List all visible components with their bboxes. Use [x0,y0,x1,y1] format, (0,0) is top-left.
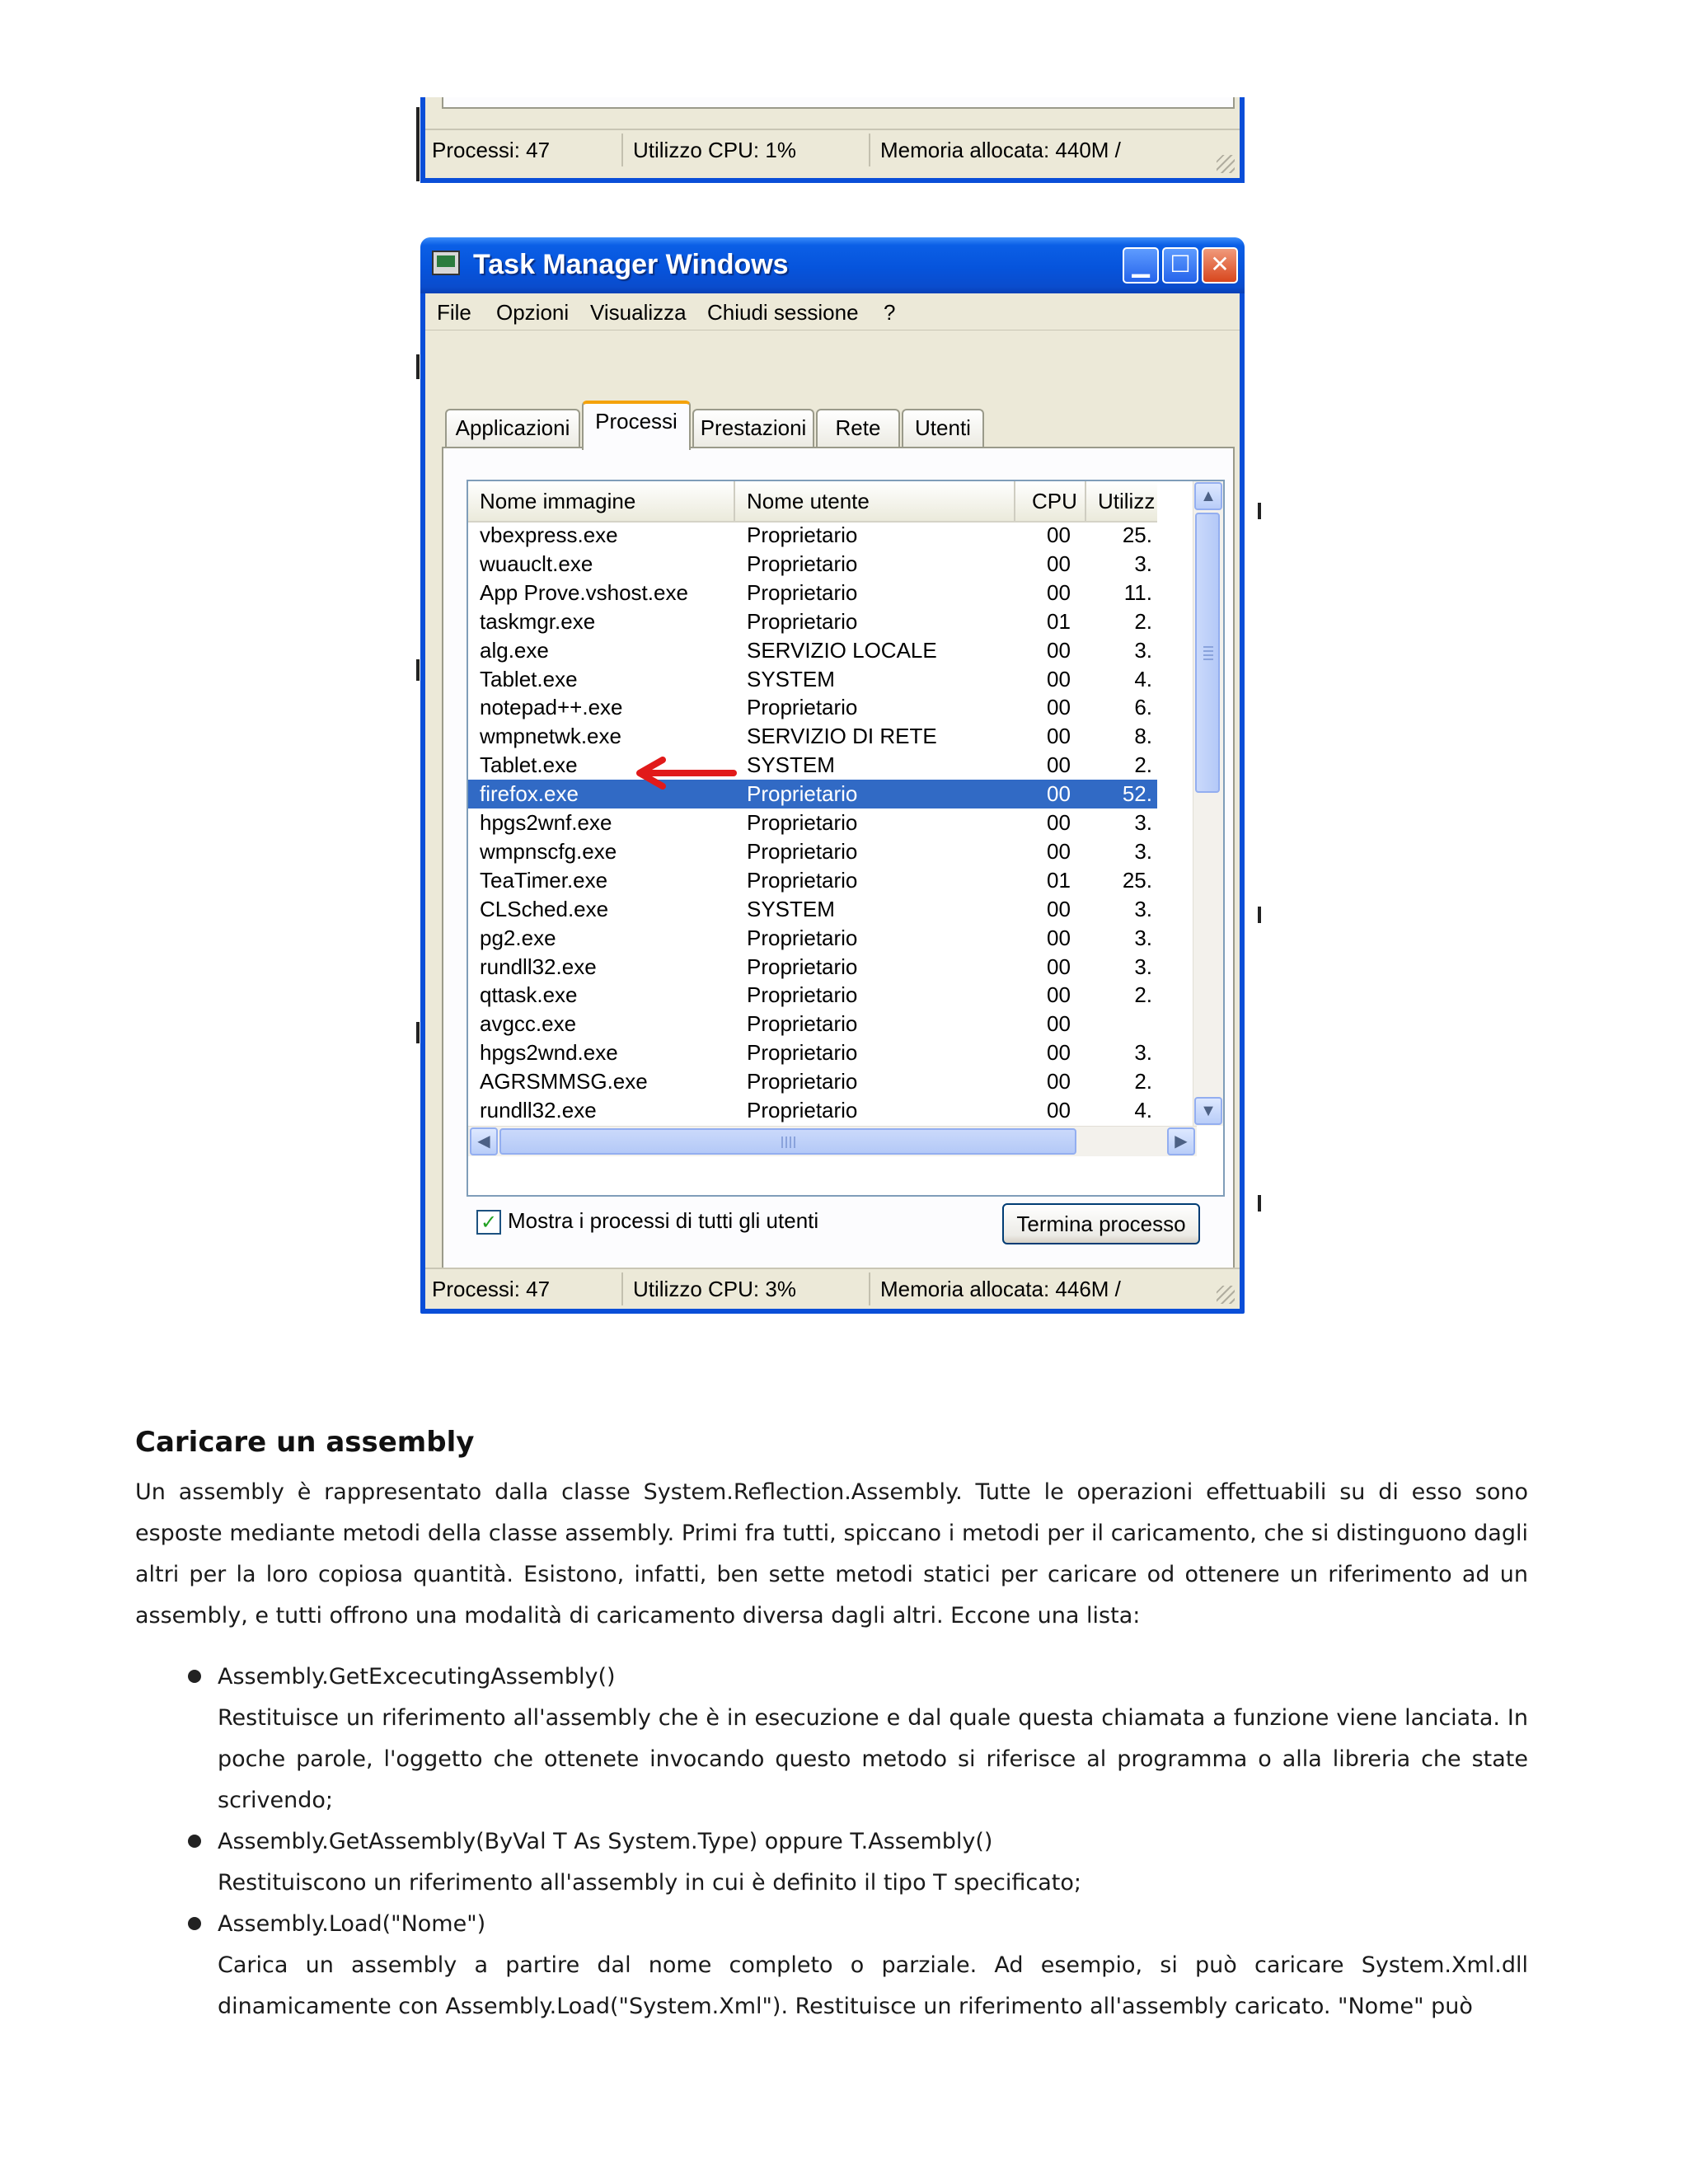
cell-image-name: Tablet.exe [480,752,578,778]
list-item-description: Restituisce un riferimento all'assembly che è in esecuzione e dal quale questa chiamata a funzione viene lanciata. In poche parole, l'oggetto che ottenete invocando questo metodo si riferisce al programma o alla libreria che state scrivendo; [218,1705,1528,1813]
cell-cpu: 00 [1047,1069,1071,1094]
cell-memory: 25. [1122,523,1152,547]
bullet-icon [188,1917,201,1930]
status-memory: Memoria allocata: 446M / [880,1277,1121,1301]
cell-user-name: SERVIZIO DI RETE [747,724,937,749]
table-row[interactable] [468,1010,1157,1038]
task-manager-window [420,237,1245,1314]
vertical-scroll-thumb[interactable] [1195,513,1220,793]
menu-help[interactable]: ? [884,300,896,325]
cell-memory: 3. [1134,551,1152,576]
cell-image-name: alg.exe [480,637,549,663]
cell-cpu: 00 [1047,523,1071,547]
cell-image-name: TeaTimer.exe [480,867,608,893]
cell-user-name: Proprietario [747,838,858,864]
cell-user-name: Proprietario [747,1069,858,1094]
cell-image-name: firefox.exe [480,781,579,807]
cell-image-name: App Prove.vshost.exe [480,579,688,605]
tab-performance[interactable]: Prestazioni [692,409,814,447]
table-row[interactable] [468,866,1157,895]
cell-memory: 3. [1134,637,1152,663]
task-manager-app-icon [432,251,460,275]
table-row[interactable] [468,579,1157,607]
cell-cpu: 00 [1047,1011,1071,1037]
cell-user-name: SERVIZIO LOCALE [747,637,937,663]
previous-status-bar [425,129,1240,178]
cell-memory: 2. [1134,982,1152,1008]
menu-view[interactable]: Visualizza [590,300,687,325]
cell-memory: 3. [1134,838,1152,864]
table-row[interactable] [468,808,1157,837]
cell-user-name: Proprietario [747,1011,858,1037]
cell-image-name: wuauclt.exe [480,551,593,576]
cell-image-name: hpgs2wnf.exe [480,810,612,835]
cell-memory: 4. [1134,666,1152,691]
table-row[interactable] [468,693,1157,722]
cell-image-name: pg2.exe [480,925,556,950]
previous-tabpanel-edge [442,97,1235,109]
cell-cpu: 00 [1047,637,1071,663]
cell-image-name: hpgs2wnd.exe [480,1040,618,1066]
scroll-right-icon[interactable]: ▶ [1167,1127,1195,1155]
bullet-icon [188,1670,201,1683]
cell-memory: 11. [1123,579,1152,605]
resize-grip-icon[interactable] [1217,1286,1235,1304]
list-item-description: Carica un assembly a partire dal nome completo o parziale. Ad esempio, si può caricare System.Xml.dll dinamicamente con Assembly.Load("System.Xml"). Restituisce un riferimento all'assembly caricato. "Nome" può [218,1952,1528,2019]
cell-cpu: 00 [1047,551,1071,576]
cell-cpu: 00 [1047,896,1071,921]
cell-memory: 25. [1122,867,1152,893]
show-all-users-checkbox[interactable]: ✓ [476,1210,501,1235]
cell-cpu: 00 [1047,695,1071,720]
cell-user-name: Proprietario [747,1098,858,1122]
cell-image-name: rundll32.exe [480,954,597,979]
cell-user-name: Proprietario [747,781,858,807]
tab-users[interactable]: Utenti [902,409,984,447]
column-cpu[interactable]: CPU [1015,481,1086,521]
cell-cpu: 01 [1047,608,1071,634]
cell-memory: 2. [1134,608,1152,634]
table-row[interactable] [468,981,1157,1010]
cell-memory: 3. [1134,954,1152,979]
cell-user-name: Proprietario [747,954,858,979]
menu-bar [425,293,1240,330]
scroll-down-icon[interactable]: ▼ [1194,1097,1222,1125]
cell-image-name: wmpnetwk.exe [480,724,621,749]
menu-logoff[interactable]: Chiudi sessione [707,300,859,325]
menu-file[interactable]: File [437,300,471,325]
cell-user-name: Proprietario [747,551,858,576]
cell-image-name: rundll32.exe [480,1098,597,1122]
table-row[interactable] [468,636,1157,665]
cell-user-name: Proprietario [747,1040,858,1066]
cell-cpu: 00 [1047,752,1071,778]
cell-cpu: 00 [1047,925,1071,950]
cell-user-name: Proprietario [747,608,858,634]
column-user-name[interactable]: Nome utente [735,481,1015,521]
cell-cpu: 00 [1047,579,1071,605]
table-row[interactable] [468,780,1157,808]
cell-user-name: SYSTEM [747,896,835,921]
process-rows [468,521,1157,1126]
horizontal-scroll-thumb[interactable] [499,1128,1076,1155]
minimize-button[interactable]: ▁ [1123,247,1159,284]
table-row[interactable] [468,924,1157,953]
cell-image-name: taskmgr.exe [480,608,596,634]
maximize-button[interactable]: ☐ [1162,247,1198,284]
window-title: Task Manager Windows [473,249,789,280]
section-heading: Caricare un assembly [135,1426,475,1459]
cell-user-name: Proprietario [747,867,858,893]
table-row[interactable] [468,722,1157,751]
title-bar[interactable] [420,237,1245,293]
process-list[interactable] [467,480,1225,1197]
cell-memory [1111,1010,1152,1038]
task-manager-window-previous [420,97,1245,183]
cell-cpu: 01 [1047,867,1071,893]
cell-memory: 3. [1134,925,1152,950]
window-body [425,293,1240,1309]
list-item-title: Assembly.Load("Nome") [218,1911,486,1937]
cell-memory: 3. [1134,810,1152,835]
cell-memory: 2. [1134,1069,1152,1094]
cell-cpu: 00 [1047,666,1071,691]
column-image-name[interactable]: Nome immagine [468,481,735,521]
horizontal-scrollbar[interactable] [468,1126,1197,1156]
cell-user-name: Proprietario [747,523,858,547]
table-row[interactable] [468,665,1157,694]
tab-applications[interactable]: Applicazioni [445,409,580,447]
cell-image-name: qttask.exe [480,982,578,1008]
table-row[interactable] [468,1096,1157,1125]
cell-memory: 6. [1134,695,1152,720]
menu-options[interactable]: Opzioni [496,300,570,325]
list-header [468,481,1157,523]
table-row[interactable] [468,953,1157,982]
status-cpu: Utilizzo CPU: 1% [626,134,870,166]
table-row[interactable] [468,521,1157,550]
table-row[interactable] [468,895,1157,924]
cell-memory: 2. [1134,752,1152,778]
cell-image-name: AGRSMMSG.exe [480,1069,648,1094]
cell-image-name: Tablet.exe [480,666,578,691]
cell-memory: 3. [1134,1040,1152,1066]
cell-cpu: 00 [1047,954,1071,979]
intro-paragraph: Un assembly è rappresentato dalla classe System.Reflection.Assembly. Tutte le operazioni effettuabili su di esso sono esposte mediante metodi della classe assembly. Primi fra tutti, spiccano i metodi per il caricamento, che si distinguono dagli altri per la loro copiosa quantità. Esistono, infatti, ben sette metodi statici per caricare od ottenere un riferimento ad un assembly, e tutti offrono una modalità di caricamento diversa dagli altri. Eccone una lista: [135,1479,1528,1629]
tab-processes[interactable]: Processi [582,401,691,450]
table-row[interactable] [468,607,1157,636]
cell-cpu: 00 [1047,838,1071,864]
cell-memory: 8. [1134,724,1152,749]
end-process-button[interactable]: Termina processo [1002,1203,1200,1244]
table-row[interactable] [468,1038,1157,1067]
cell-cpu: 00 [1047,1040,1071,1066]
cell-memory: 3. [1134,896,1152,921]
cell-memory: 52. [1122,781,1152,807]
cell-cpu: 00 [1047,781,1071,807]
table-row[interactable] [468,550,1157,579]
list-item-title: Assembly.GetAssembly(ByVal T As System.Type) oppure T.Assembly() [218,1829,993,1854]
cell-user-name: SYSTEM [747,752,835,778]
cell-cpu: 00 [1047,982,1071,1008]
cell-image-name: notepad++.exe [480,695,623,720]
status-processes: Processi: 47 [425,134,623,166]
list-item-title: Assembly.GetExcecutingAssembly() [218,1664,616,1690]
status-processes: Processi: 47 [425,1272,623,1305]
cell-image-name: avgcc.exe [480,1011,577,1037]
status-cpu: Utilizzo CPU: 3% [626,1272,870,1305]
cell-user-name: Proprietario [747,579,858,605]
cell-user-name: Proprietario [747,695,858,720]
scroll-up-icon[interactable]: ▲ [1194,482,1222,510]
cell-cpu: 00 [1047,724,1071,749]
cell-user-name: Proprietario [747,810,858,835]
table-row[interactable] [468,751,1157,780]
red-arrow-icon [630,757,737,790]
cell-cpu: 00 [1047,1098,1071,1122]
cell-image-name: wmpnscfg.exe [480,838,617,864]
list-item-description: Restituiscono un riferimento all'assembly in cui è definito il tipo T specificato; [218,1870,1082,1896]
column-memory-usage[interactable]: Utilizz [1098,489,1156,513]
close-button[interactable]: ✕ [1202,247,1238,284]
table-row[interactable] [468,1067,1157,1096]
bullet-icon [188,1835,201,1848]
cell-image-name: vbexpress.exe [480,523,618,547]
table-row[interactable] [468,837,1157,866]
cell-user-name: Proprietario [747,925,858,950]
scroll-left-icon[interactable]: ◀ [470,1127,498,1155]
cell-user-name: Proprietario [747,982,858,1008]
show-all-users-label[interactable]: Mostra i processi di tutti gli utenti [508,1208,819,1233]
cell-image-name: CLSched.exe [480,896,609,921]
cell-memory: 4. [1134,1098,1152,1122]
resize-grip-icon[interactable] [1217,155,1235,173]
status-memory: Memoria allocata: 440M / [880,138,1121,162]
status-bar [425,1268,1240,1309]
vertical-scrollbar[interactable] [1193,481,1223,1126]
cell-cpu: 00 [1047,810,1071,835]
cell-user-name: SYSTEM [747,666,835,691]
tab-network[interactable]: Rete [816,409,900,447]
